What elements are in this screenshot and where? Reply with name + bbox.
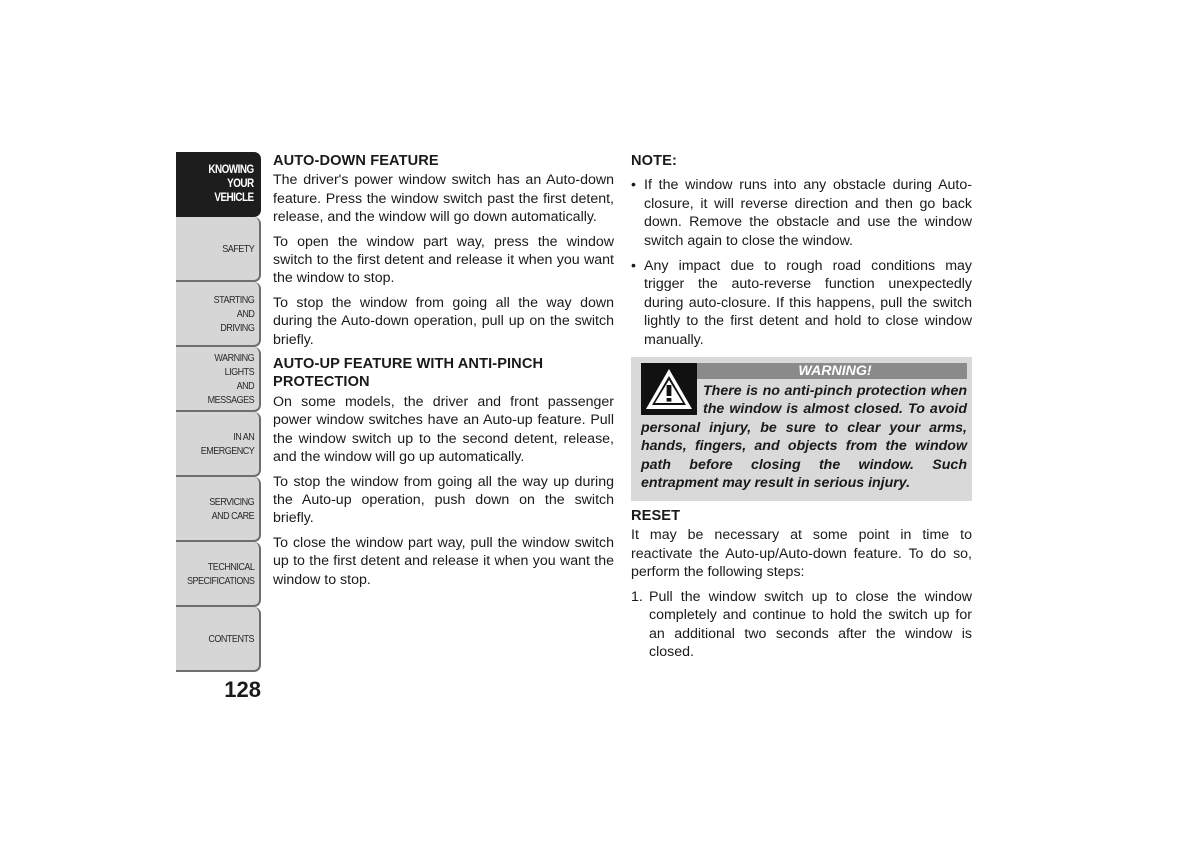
auto-down-paragraph-2: To open the window part way, press the window switch to the first detent and release it when you want the window to stop.: [273, 233, 614, 287]
tab-safety[interactable]: [176, 217, 261, 282]
warning-box: [631, 357, 972, 501]
tab-label: SERVICING AND CARE: [209, 495, 254, 522]
auto-up-heading: AUTO-UP FEATURE WITH ANTI-PINCH PROTECTION: [273, 356, 544, 391]
tab-servicing-and-care[interactable]: [176, 477, 261, 542]
warning-triangle-icon: [641, 363, 697, 415]
reset-steps: [631, 588, 972, 662]
section-tabs: [176, 152, 261, 672]
tab-warning-lights-and-messages[interactable]: [176, 347, 261, 412]
reset-paragraph: It may be necessary at some point in time to reactivate the Auto-up/Auto-down feature. To do so, perform the following steps:: [631, 527, 972, 581]
note-list: [631, 176, 972, 349]
auto-down-paragraph-1: The driver's power window switch has an Auto-down feature. Press the window switch past the first detent, release, and the window will go down automatically.: [273, 172, 614, 226]
tab-in-an-emergency[interactable]: [176, 412, 261, 477]
reset-heading: RESET: [631, 508, 681, 525]
left-column: [273, 152, 614, 595]
note-item: • If the window runs into any obstacle during Auto-closure, it will reverse direction and then go back down. Remove the obstacle and use the window switch again to close the window.: [631, 176, 972, 250]
tab-technical-specifications[interactable]: [176, 542, 261, 607]
right-column: [631, 152, 972, 661]
tab-label: SAFETY: [221, 242, 254, 255]
list-item: [631, 588, 972, 662]
auto-down-paragraph-3: To stop the window from going all the way down during the Auto-down operation, pull up on the switch briefly.: [273, 294, 614, 348]
auto-up-paragraph-2: To stop the window from going all the way up during the Auto-up operation, push down on the switch briefly.: [273, 473, 614, 527]
tab-label: WARNING LIGHTS AND MESSAGES: [207, 351, 254, 406]
auto-up-paragraph-3: To close the window part way, pull the window switch up to the first detent and release it when you want the window to stop.: [273, 534, 614, 588]
page-number: 128: [224, 677, 261, 702]
tab-label: STARTING AND DRIVING: [213, 293, 254, 334]
auto-up-paragraph-1: On some models, the driver and front passenger power window switches have an Auto-up feature. Pull the window switch up to the second detent, release, and the window will go up automatically.: [273, 393, 614, 466]
auto-down-heading: AUTO-DOWN FEATURE: [273, 153, 439, 169]
step-number: 1.: [631, 588, 643, 605]
tab-starting-and-driving[interactable]: [176, 282, 261, 347]
tab-knowing-your-vehicle[interactable]: [176, 152, 261, 217]
note-item: • Any impact due to rough road conditions may trigger the auto-reverse function unexpectedly during auto-closure. If this happens, pull the switch lightly to the first detent and hold to close window manually.: [631, 257, 972, 349]
tab-label: IN AN EMERGENCY: [200, 430, 254, 457]
tab-label: KNOWING YOUR VEHICLE: [208, 163, 254, 204]
step-text: Pull the window switch up to close the window completely and continue to hold the switch up for an additional two seconds after the window is closed.: [649, 588, 972, 660]
tab-label: TECHNICAL SPECIFICATIONS: [186, 560, 254, 587]
tab-label: CONTENTS: [208, 632, 254, 645]
warning-title: WARNING!: [697, 363, 967, 379]
tab-contents[interactable]: [176, 607, 261, 672]
note-heading: NOTE:: [631, 153, 677, 169]
warning-text: There is no anti-pinch protection when the window is almost closed. To avoid personal injury, be sure to clear your arms, hands, fingers, and objects from the window path before closing the window. Such entrapment may result in serious injury.: [641, 383, 967, 492]
